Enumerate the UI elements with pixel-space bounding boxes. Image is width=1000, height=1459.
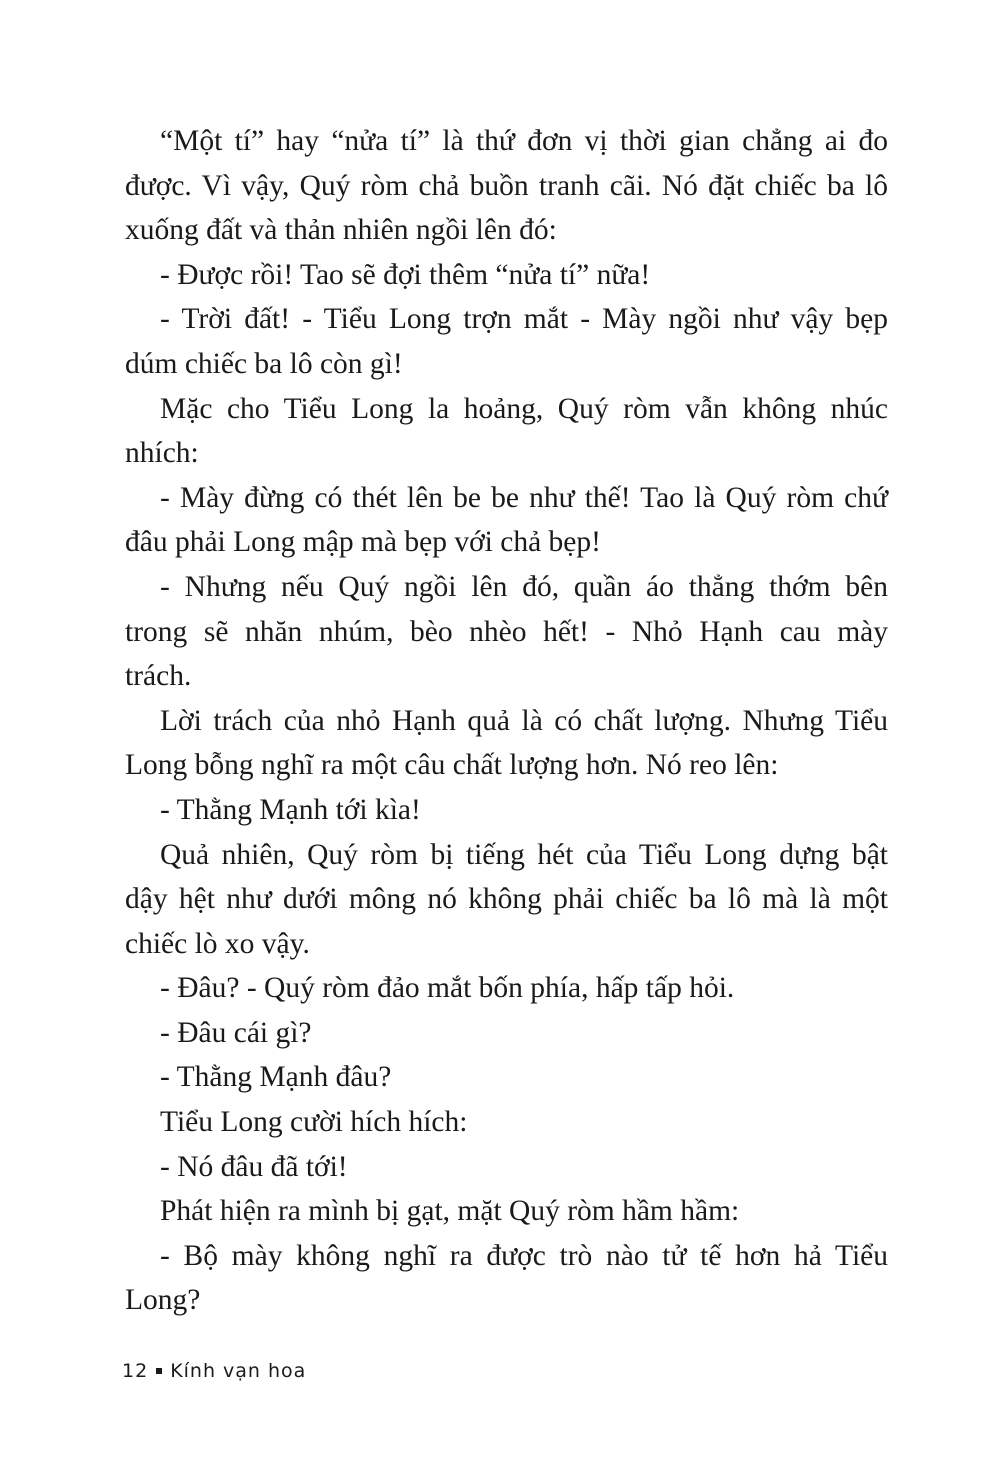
bullet-separator-icon xyxy=(156,1368,162,1374)
text-line: - Trời đất! - Tiểu Long trợn mắt - Mày ngồi như vậy bẹp xyxy=(160,303,888,336)
text-line: - Được rồi! Tao sẽ đợi thêm “nửa tí” nữa! xyxy=(160,258,651,291)
text-line: được. Vì vậy, Quý ròm chả buồn tranh cãi. Nó đặt chiếc ba lô xyxy=(125,169,888,202)
paragraph xyxy=(125,387,888,476)
paragraph xyxy=(125,966,888,1011)
paragraph xyxy=(125,297,888,386)
text-line: Tiểu Long cười hích hích: xyxy=(160,1106,468,1139)
paragraph xyxy=(125,565,888,699)
paragraph xyxy=(125,788,888,833)
text-line: - Đâu? - Quý ròm đảo mắt bốn phía, hấp tấp hỏi. xyxy=(160,972,735,1005)
text-line: dúm chiếc ba lô còn gì! xyxy=(125,347,403,380)
paragraph xyxy=(125,1055,888,1100)
text-line: Quả nhiên, Quý ròm bị tiếng hét của Tiểu Long dựng bật xyxy=(160,838,888,871)
text-line: Long? xyxy=(125,1284,201,1317)
paragraph xyxy=(125,1011,888,1056)
text-line: - Nhưng nếu Quý ngồi lên đó, quần áo thẳng thớm bên xyxy=(160,570,888,603)
text-line: - Nó đâu đã tới! xyxy=(160,1150,348,1183)
text-line: “Một tí” hay “nửa tí” là thứ đơn vị thời gian chẳng ai đo xyxy=(160,125,888,157)
text-line: - Đâu cái gì? xyxy=(160,1016,312,1049)
text-line: - Bộ mày không nghĩ ra được trò nào tử tế hơn hả Tiểu xyxy=(160,1239,888,1272)
paragraph xyxy=(125,1100,888,1145)
text-line: trong sẽ nhăn nhúm, bèo nhèo hết! - Nhỏ Hạnh cau mày xyxy=(125,615,888,648)
text-line: - Thằng Mạnh đâu? xyxy=(160,1061,392,1094)
text-line: chiếc lò xo vậy. xyxy=(125,927,310,960)
paragraph xyxy=(125,699,888,788)
paragraph xyxy=(125,1145,888,1190)
text-line: Mặc cho Tiểu Long la hoảng, Quý ròm vẫn không nhúc xyxy=(160,392,888,425)
page-number: 12 xyxy=(122,1360,149,1382)
text-line: nhích: xyxy=(125,437,199,470)
text-line: đâu phải Long mập mà bẹp với chả bẹp! xyxy=(125,526,601,559)
book-title: Kính vạn hoa xyxy=(170,1360,307,1382)
text-line: - Mày đừng có thét lên be be như thế! Tao là Quý ròm chứ xyxy=(160,481,888,514)
text-line: Phát hiện ra mình bị gạt, mặt Quý ròm hầm hầm: xyxy=(160,1195,740,1228)
paragraph xyxy=(125,476,888,565)
page-body xyxy=(125,119,888,1323)
text-line: xuống đất và thản nhiên ngồi lên đó: xyxy=(125,214,557,247)
text-line: dậy hệt như dưới mông nó không phải chiếc ba lô mà là một xyxy=(125,883,888,916)
page-footer xyxy=(122,1360,306,1382)
text-line: - Thằng Mạnh tới kìa! xyxy=(160,793,421,826)
paragraph xyxy=(125,1234,888,1323)
paragraph xyxy=(125,833,888,967)
text-line: Long bỗng nghĩ ra một câu chất lượng hơn. Nó reo lên: xyxy=(125,749,779,782)
paragraph xyxy=(125,253,888,298)
paragraph xyxy=(125,119,888,253)
text-line: Lời trách của nhỏ Hạnh quả là có chất lượng. Nhưng Tiểu xyxy=(160,704,888,737)
text-line: trách. xyxy=(125,660,192,693)
paragraph xyxy=(125,1189,888,1234)
